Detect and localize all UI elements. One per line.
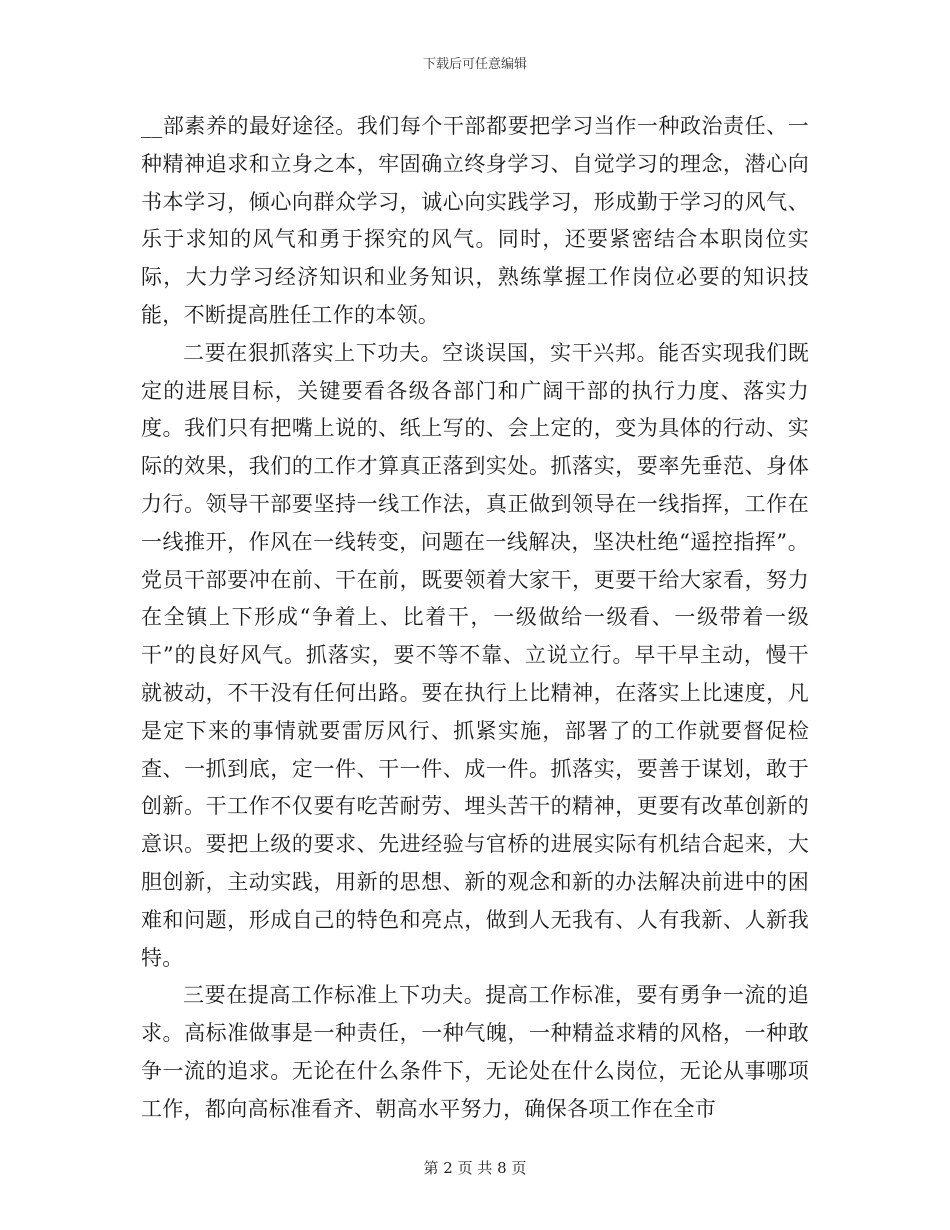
page-number-footer: 第 2 页 共 8 页: [423, 1159, 527, 1177]
document-body: [141, 108, 809, 1129]
paragraph-2: 二要在狠抓落实上下功夫。空谈误国，实干兴邦。能否实现我们既定的进展目标，关键要看各级各部门和广阔干部的执行力度、落实力度。我们只有把嘴上说的、纸上写的、会上定的，变为具体的行动、实际的效果，我们的工作才算真正落到实处。抓落实，要率先垂范、身体力行。领导干部要坚持一线工作法，真正做到领导在一线指挥，工作在一线推开，作风在一线转变，问题在一线解决，坚决杜绝“遥控指挥”。党员干部要冲在前、干在前，既要领着大家干，更要干给大家看，努力在全镇上下形成“争着上、比着干，一级做给一级看、一级带着一级干”的良好风气。抓落实，要不等不靠、立说立行。早干早主动，慢干就被动，不干没有任何出路。要在执行上比精神，在落实上比速度，凡是定下来的事情就要雷厉风行、抓紧实施，部署了的工作就要督促检查、一抓到底，定一件、干一件、成一件。抓落实，要善于谋划，敢于创新。干工作不仅要有吃苦耐劳、埋头苦干的精神，更要有改革创新的意识。要把上级的要求、先进经验与官桥的进展实际有机结合起来，大胆创新，主动实践，用新的思想、新的观念和新的办法解决前进中的困难和问题，形成自己的特色和亮点，做到人无我有、人有我新、人新我特。: [141, 340, 809, 970]
paragraph-3: 三要在提高工作标准上下功夫。提高工作标准，要有勇争一流的追求。高标准做事是一种责任，一种气魄，一种精益求精的风格，一种敢争一流的追求。无论在什么条件下，无论处在什么岗位，无论从事哪项工作，都向高标准看齐、朝高水平努力，确保各项工作在全市: [141, 983, 809, 1121]
paragraph-1: __部素养的最好途径。我们每个干部都要把学习当作一种政治责任、一种精神追求和立身之本，牢固确立终身学习、自觉学习的理念，潜心向书本学习，倾心向群众学习，诚心向实践学习，形成勤于学习的风气、乐于求知的风气和勇于探究的风气。同时，还要紧密结合本职岗位实际，大力学习经济知识和业务知识，熟练掌握工作岗位必要的知识技能，不断提高胜任工作的本领。: [141, 114, 809, 327]
page-header: 下载后可任意编辑: [422, 57, 527, 72]
